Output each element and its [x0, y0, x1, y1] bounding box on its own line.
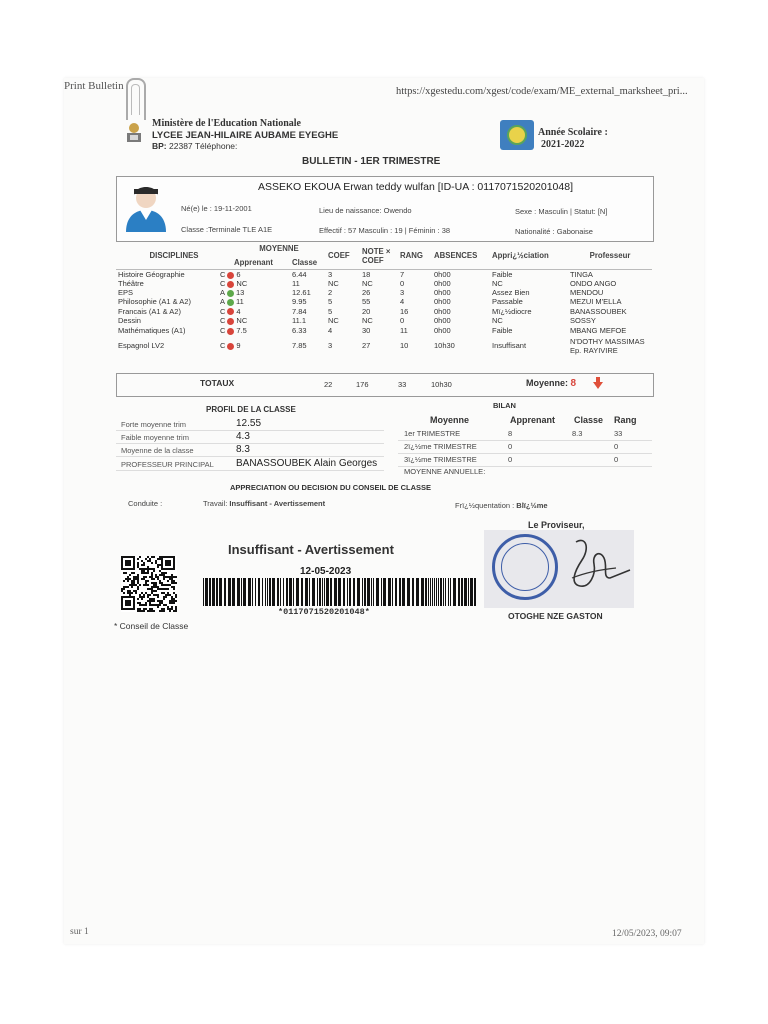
bilan-apprenant: 0 [508, 442, 513, 451]
bilan-rang: 0 [614, 455, 619, 464]
rang-cell: 4 [400, 297, 405, 306]
student-birth: Né(e) le : 19-11-2001 [181, 204, 252, 213]
apprenant-note: 7.5 [236, 326, 247, 335]
coef-cell: 5 [328, 306, 333, 316]
col-classe: Classe [290, 255, 326, 270]
qr-code-icon [121, 556, 177, 612]
profil-title: PROFIL DE LA CLASSE [206, 405, 296, 414]
col-appreciation: Appri¿½ciation [490, 242, 568, 270]
rang-cell: 7 [400, 270, 405, 279]
absences-cell: 0h00 [434, 326, 451, 335]
professeur-cell: SOSSY [570, 316, 596, 325]
note-coef-cell: 55 [362, 297, 371, 306]
col-moyenne: MOYENNE [259, 244, 299, 253]
classe-avg-cell: 11 [292, 279, 300, 288]
signature-icon [556, 534, 632, 594]
bulletin-title: BULLETIN - 1ER TRIMESTRE [302, 156, 441, 167]
grades-table [116, 242, 652, 355]
frequentation-value: Blï¿½me [516, 501, 548, 510]
classe-avg-cell: 7.85 [292, 341, 307, 350]
decision-text: Insuffisant - Avertissement [228, 542, 394, 557]
bilan-divider [398, 453, 652, 454]
apprenant-note: 4 [236, 306, 241, 316]
profil-divider [116, 456, 384, 457]
note-coef-cell: NC [362, 316, 373, 325]
travail-value: Insuffisant - Avertissement [229, 499, 326, 508]
student-class: Classe :Terminale TLE A1E [181, 225, 273, 234]
student-nationality: Nationalité : Gabonaise [515, 227, 593, 236]
print-url: https://xgestedu.com/xgest/code/exam/ME_external_marksheet_pri... [396, 86, 688, 97]
barcode-icon [203, 578, 478, 606]
col-absences: ABSENCES [432, 242, 490, 270]
fail-dot-icon [227, 272, 234, 279]
rang-cell: 11 [400, 326, 408, 335]
moyenne-label: Moyenne: [526, 378, 569, 388]
apprenant-cell [220, 279, 290, 288]
col-disciplines: DISCIPLINES [116, 242, 232, 270]
bp-label: BP: [152, 141, 167, 151]
apprenant-cell [220, 325, 290, 336]
classe-avg-cell: 6.44 [292, 270, 307, 279]
totals-coef: 22 [324, 380, 333, 389]
apprenant-cell [220, 316, 290, 325]
rang-cell: 16 [400, 306, 409, 316]
totals-note-coef: 176 [356, 380, 369, 389]
coef-cell: 5 [328, 297, 333, 306]
profil-divider [116, 430, 384, 431]
note-coef-cell: 20 [362, 306, 371, 316]
school-year: 2021-2022 [541, 139, 585, 150]
note-coef-cell: 26 [362, 288, 371, 297]
conseil-frequentation [455, 501, 548, 510]
note-coef-cell: NC [362, 279, 373, 288]
grade-row [116, 279, 652, 288]
grade-row [116, 316, 652, 325]
apprenant-note: NC [236, 279, 248, 288]
apprenant-cell [220, 270, 290, 280]
appreciation-cell: Insuffisant [492, 341, 527, 350]
professeur-cell: TINGA [570, 270, 593, 279]
group-letter: A [220, 297, 226, 306]
bilan-apprenant: 8 [508, 429, 513, 438]
bilan-row-label: 1er TRIMESTRE [404, 429, 461, 438]
absences-cell: 10h30 [434, 341, 455, 350]
absences-cell: 0h00 [434, 306, 451, 316]
professeur-cell: ONDO ANGO [570, 279, 617, 288]
professeur-cell: MENDOU [570, 288, 604, 297]
absences-cell: 0h00 [434, 316, 451, 325]
absences-cell: 0h00 [434, 270, 451, 279]
issue-date: 12-05-2023 [300, 566, 352, 577]
apprenant-cell [220, 297, 290, 306]
classe-avg-cell: 12.61 [292, 288, 311, 297]
rang-cell: 0 [400, 279, 405, 288]
grade-row [116, 297, 652, 306]
pass-dot-icon [227, 299, 234, 306]
grade-row [116, 325, 652, 336]
professeur-cell: MEZUI M'ELLA [570, 297, 622, 306]
proviseur-name: OTOGHE NZE GASTON [508, 611, 603, 621]
fail-dot-icon [227, 328, 234, 335]
moyenne-value: 8 [570, 378, 577, 389]
bilan-col-rang: Rang [614, 415, 637, 425]
fail-dot-icon [227, 318, 234, 325]
rang-cell: 3 [400, 288, 405, 297]
bilan-col-apprenant: Apprenant [510, 415, 555, 425]
conseil-conduite: Conduite : [128, 499, 163, 508]
appreciation-cell: Faible [492, 270, 513, 279]
apprenant-note: 9 [236, 341, 241, 350]
group-letter: C [220, 326, 226, 335]
fail-dot-icon [227, 308, 234, 315]
travail-label: Travail: [203, 499, 228, 508]
bilan-row-label: 3ï¿½me TRIMESTRE [404, 455, 477, 464]
col-note-coef: NOTE × COEF [360, 242, 398, 270]
classe-avg-cell: 7.84 [292, 306, 307, 316]
profil-value: BANASSOUBEK Alain Georges [236, 458, 378, 469]
bilan-divider [398, 440, 652, 441]
absences-cell: 0h00 [434, 297, 451, 306]
footnote: * Conseil de Classe [114, 621, 189, 631]
appreciation-cell: NC [492, 316, 503, 325]
student-effectif: Effectif : 57 Masculin : 19 | Féminin : 38 [319, 226, 451, 235]
bilan-col-moyenne: Moyenne [430, 415, 470, 425]
print-title: Print Bulletin [64, 80, 124, 92]
bilan-col-classe: Classe [574, 415, 604, 425]
note-coef-cell: 27 [362, 341, 371, 350]
apprenant-note: 13 [236, 288, 245, 297]
discipline-cell: Francais (A1 & A2) [118, 306, 181, 316]
school-bp [152, 141, 237, 151]
school-name: LYCEE JEAN-HILAIRE AUBAME EYEGHE [152, 130, 339, 141]
discipline-cell: Philosophie (A1 & A2) [118, 297, 191, 306]
student-birthplace: Lieu de naissance: Owendo [319, 206, 412, 215]
totals-absences: 10h30 [431, 380, 452, 389]
classe-avg-cell: 9.95 [292, 297, 307, 306]
appreciation-cell: Assez Bien [492, 288, 530, 297]
discipline-cell: Histoire Géographie [118, 270, 185, 279]
note-coef-cell: 30 [362, 326, 371, 335]
professeur-cell: N'DOTHY MASSIMAS Ep. RAYIVIRE [570, 336, 645, 355]
apprenant-note: NC [236, 316, 248, 325]
pass-dot-icon [227, 290, 234, 297]
classe-avg-cell: 6.33 [292, 326, 307, 335]
official-seal-inner [501, 543, 549, 591]
coef-cell: 4 [328, 326, 333, 335]
coef-cell: 3 [328, 341, 333, 350]
apprenant-note: 11 [236, 297, 244, 306]
bilan-row-label: MOYENNE ANNUELLE: [404, 467, 486, 476]
profil-divider [116, 443, 384, 444]
bilan-rang: 33 [614, 429, 623, 438]
discipline-cell: Théâtre [118, 279, 144, 288]
appreciation-cell: Passable [492, 297, 523, 306]
totals-moyenne [526, 378, 576, 389]
bilan-rang: 0 [614, 442, 619, 451]
rang-cell: 10 [400, 341, 409, 350]
totals-rang: 33 [398, 380, 407, 389]
school-logo-icon [124, 122, 144, 144]
group-letter: C [220, 306, 226, 316]
group-letter: C [220, 316, 226, 325]
profil-value: 4.3 [236, 431, 250, 442]
profil-value: 12.55 [236, 418, 262, 429]
rang-cell: 0 [400, 316, 405, 325]
col-professeur: Professeur [568, 242, 652, 270]
col-coef: COEF [326, 242, 360, 270]
grade-row [116, 288, 652, 297]
conseil-travail [203, 499, 325, 508]
discipline-cell: Espagnol LV2 [118, 341, 165, 350]
frequentation-label: Frï¿½quentation : [455, 501, 515, 510]
absences-cell: 0h00 [434, 288, 451, 297]
page-count: sur 1 [70, 927, 89, 937]
grade-row [116, 270, 652, 280]
col-apprenant: Apprenant [232, 255, 290, 270]
appreciation-cell: Mï¿½diocre [492, 306, 532, 316]
note-coef-cell: 18 [362, 270, 371, 279]
apprenant-note: 6 [236, 270, 241, 279]
coef-cell: NC [328, 279, 339, 288]
bilan-classe: 8.3 [572, 429, 583, 438]
ministry-name: Ministère de l'Education Nationale [152, 118, 301, 129]
grade-row [116, 306, 652, 316]
coef-cell: 2 [328, 288, 333, 297]
grade-row [116, 336, 652, 355]
proviseur-label: Le Proviseur, [528, 520, 585, 530]
totals-label: TOTAUX [200, 378, 235, 388]
year-label: Année Scolaire : [538, 127, 608, 138]
down-arrow-icon [593, 382, 603, 389]
coef-cell: NC [328, 316, 339, 325]
professeur-cell: MBANG MEFOE [570, 326, 627, 335]
conseil-title: APPRECIATION OU DECISION DU CONSEIL DE CLASSE [230, 483, 431, 492]
bilan-title: BILAN [493, 401, 516, 410]
discipline-cell: Mathématiques (A1) [118, 326, 186, 335]
profil-value: 8.3 [236, 444, 250, 455]
profil-divider [116, 470, 384, 471]
fail-dot-icon [227, 281, 234, 288]
student-name: ASSEKO EKOUA Erwan teddy wulfan [ID-UA : 0117071520201048] [258, 181, 573, 193]
profil-label: PROFESSEUR PRINCIPAL [121, 460, 214, 469]
profil-label: Moyenne de la classe [121, 446, 194, 455]
barcode-text: *0117071520201048* [278, 607, 370, 617]
profil-label: Forte moyenne trim [121, 420, 187, 429]
group-letter: A [220, 288, 226, 297]
fail-dot-icon [227, 343, 234, 350]
discipline-cell: EPS [118, 288, 134, 297]
student-sex-status: Sexe : Masculin | Statut: [N] [515, 207, 608, 216]
bp-value: 22387 Téléphone: [169, 141, 238, 151]
gabon-emblem-icon [500, 120, 534, 150]
group-letter: C [220, 279, 226, 288]
appreciation-cell: NC [492, 279, 503, 288]
appreciation-cell: Faible [492, 326, 513, 335]
professeur-cell: BANASSOUBEK [570, 306, 627, 316]
discipline-cell: Dessin [118, 316, 141, 325]
coef-cell: 3 [328, 270, 333, 279]
profil-label: Faible moyenne trim [121, 433, 189, 442]
bilan-apprenant: 0 [508, 455, 513, 464]
bilan-row-label: 2ï¿½me TRIMESTRE [404, 442, 477, 451]
absences-cell: 0h00 [434, 279, 451, 288]
student-avatar-icon [122, 180, 170, 232]
group-letter: C [220, 270, 226, 279]
apprenant-cell [220, 288, 290, 297]
group-letter: C [220, 341, 226, 350]
classe-avg-cell: 11.1 [292, 316, 307, 325]
print-timestamp: 12/05/2023, 09:07 [612, 929, 682, 939]
paperclip-inner [131, 84, 140, 115]
col-rang: RANG [398, 242, 432, 270]
apprenant-cell [220, 306, 290, 316]
apprenant-cell [220, 336, 290, 355]
